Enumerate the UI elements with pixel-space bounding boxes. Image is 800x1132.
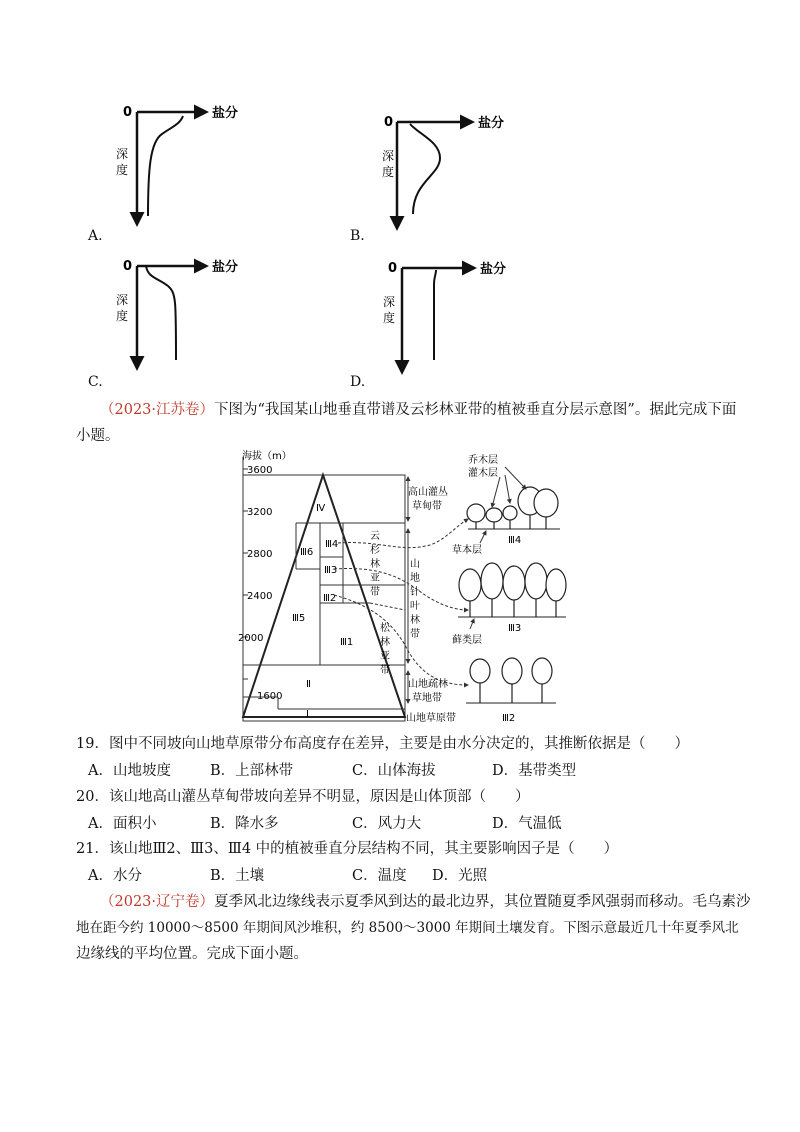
graph-d-ylabel1: 深 <box>383 295 396 309</box>
intro2-line3: 边缘线的平均位置。完成下面小题。 <box>76 946 308 962</box>
graph-c-ylabel1: 深 <box>116 293 129 307</box>
graph-a-ylabel2: 度 <box>116 163 129 177</box>
subzone-yunshan <box>370 530 380 598</box>
graph-a-zero: 0 <box>123 105 133 120</box>
layer-arbor: 乔木层 <box>468 455 498 466</box>
tick-2000: 2000 <box>238 633 264 644</box>
graph-d-zero: 0 <box>388 261 398 276</box>
q20-option-d[interactable]: D．气温低 <box>492 816 562 832</box>
salinity-graphs <box>0 0 800 400</box>
q19-option-a[interactable]: A．山地坡度 <box>88 763 171 779</box>
layer-moss: 藓类层 <box>452 635 482 646</box>
svg-text:山地疏林: 山地疏林 <box>408 679 448 690</box>
svg-text:地: 地 <box>410 573 420 584</box>
q20-option-b[interactable]: B．降水多 <box>210 816 279 832</box>
source-tag: （2023·江苏卷） <box>100 402 215 418</box>
q21-option-a[interactable]: A．水分 <box>88 868 142 884</box>
option-d-letter[interactable]: D. <box>350 374 366 390</box>
graph-c-xlabel: 盐分 <box>212 260 239 275</box>
tick-2800: 2800 <box>247 549 273 560</box>
option-c-letter[interactable]: C. <box>88 374 103 390</box>
tick-3600: 3600 <box>247 465 273 476</box>
intro2-line1: 夏季风北边缘线表示夏季风到达的最北边界，其位置随夏季风强弱而移动。毛乌素沙 <box>214 894 751 910</box>
graph-b-zero: 0 <box>384 115 394 130</box>
belt-grass: 山地草原带 <box>406 713 456 724</box>
question-19-stem: 19．图中不同坡向山地草原带分布高度存在差异，主要是由水分决定的，其推断依据是（ ） <box>76 736 689 752</box>
option-b-letter[interactable]: B. <box>350 228 365 244</box>
zone-iii2: Ⅲ2 <box>323 593 337 604</box>
panel-label-iii4: Ⅲ4 <box>508 535 522 546</box>
svg-text:带: 带 <box>410 629 420 640</box>
graph-b-xlabel: 盐分 <box>478 116 505 131</box>
svg-text:山: 山 <box>410 559 420 570</box>
zone-ii: Ⅱ <box>306 679 311 690</box>
svg-text:针: 针 <box>410 587 420 598</box>
intro2-line2: 地在距今约 10000～8500 年期间风沙堆积，约 8500～3000 年期间土壤发育。下图示意最近几十年夏季风北 <box>76 920 739 936</box>
svg-text:云: 云 <box>370 531 380 542</box>
intro-jiangsu <box>100 398 736 419</box>
svg-text:松: 松 <box>380 623 390 634</box>
svg-text:林: 林 <box>410 615 420 626</box>
question-21-stem: 21．该山地Ⅲ2、Ⅲ3、Ⅲ4 中的植被垂直分层结构不同，其主要影响因子是（ ） <box>76 841 619 857</box>
q21-option-c[interactable]: C．温度 <box>352 868 407 884</box>
q19-option-c[interactable]: C．山体海拔 <box>352 763 436 779</box>
svg-text:高山灌丛: 高山灌丛 <box>408 487 448 498</box>
svg-text:杉: 杉 <box>370 545 380 556</box>
layer-shrub: 灌木层 <box>468 468 498 479</box>
panel-label-iii2: Ⅲ2 <box>502 713 516 724</box>
axis-title: 海拔（m） <box>242 451 292 462</box>
intro-liaoning <box>100 890 751 911</box>
svg-text:草地带: 草地带 <box>412 693 442 704</box>
graph-c-ylabel2: 度 <box>116 309 129 323</box>
belt-alpine <box>408 485 448 512</box>
q21-option-d[interactable]: D．光照 <box>432 868 488 884</box>
tick-2400: 2400 <box>247 591 273 602</box>
panel-iii2-trees <box>466 658 556 703</box>
svg-text:亚: 亚 <box>380 651 390 662</box>
panel-iii4-trees <box>467 487 560 529</box>
belt-conifer <box>410 557 420 640</box>
q19-option-d[interactable]: D．基带类型 <box>492 763 577 779</box>
tick-3200: 3200 <box>247 507 273 518</box>
zone-iii3: Ⅲ3 <box>324 565 338 576</box>
q19-option-b[interactable]: B．上部林带 <box>210 763 294 779</box>
svg-text:亚: 亚 <box>370 573 380 584</box>
panel-label-iii3: Ⅲ3 <box>508 623 522 634</box>
svg-text:林: 林 <box>380 637 390 648</box>
graph-a-ylabel1: 深 <box>116 147 129 161</box>
svg-text:带: 带 <box>370 587 380 598</box>
tick-1600: 1600 <box>257 691 283 702</box>
layer-herb: 草本层 <box>452 545 482 556</box>
graph-b-ylabel2: 度 <box>382 165 395 179</box>
q20-option-c[interactable]: C．风力大 <box>352 816 422 832</box>
zone-iii6: Ⅲ6 <box>300 547 314 558</box>
q20-option-a[interactable]: A．面积小 <box>88 816 157 832</box>
graph-a <box>116 105 238 224</box>
zone-iii4: Ⅲ4 <box>325 539 339 550</box>
svg-text:林: 林 <box>370 559 380 570</box>
svg-text:草甸带: 草甸带 <box>412 501 442 512</box>
zone-i: Ⅰ <box>306 709 309 720</box>
source-tag-2: （2023·辽宁卷） <box>100 894 215 910</box>
graph-d-ylabel2: 度 <box>383 311 396 325</box>
graph-d <box>383 261 506 372</box>
graph-c-zero: 0 <box>123 259 133 274</box>
question-20-stem: 20．该山地高山灌丛草甸带坡向差异不明显，原因是山体顶部（ ） <box>76 789 530 805</box>
graph-b-ylabel1: 深 <box>382 149 395 163</box>
panel-iii3-trees <box>458 563 566 617</box>
zone-iii1: Ⅲ1 <box>340 637 354 648</box>
intro-jiangsu-cont: 小题。 <box>76 428 120 444</box>
graph-b <box>382 115 504 228</box>
svg-text:带: 带 <box>380 665 390 676</box>
zone-iii5: Ⅲ5 <box>292 613 306 624</box>
q21-option-b[interactable]: B．土壤 <box>210 868 265 884</box>
graph-c <box>116 259 238 368</box>
option-a-letter[interactable]: A. <box>88 228 103 244</box>
vertical-zonation-figure <box>230 445 570 730</box>
zone-iv: Ⅳ <box>316 503 326 514</box>
intro-text: 下图为“我国某山地垂直带谱及云杉林亚带的植被垂直分层示意图”。据此完成下面 <box>214 402 737 418</box>
graph-d-xlabel: 盐分 <box>480 262 507 277</box>
svg-text:叶: 叶 <box>410 601 420 612</box>
graph-a-xlabel: 盐分 <box>212 106 239 121</box>
